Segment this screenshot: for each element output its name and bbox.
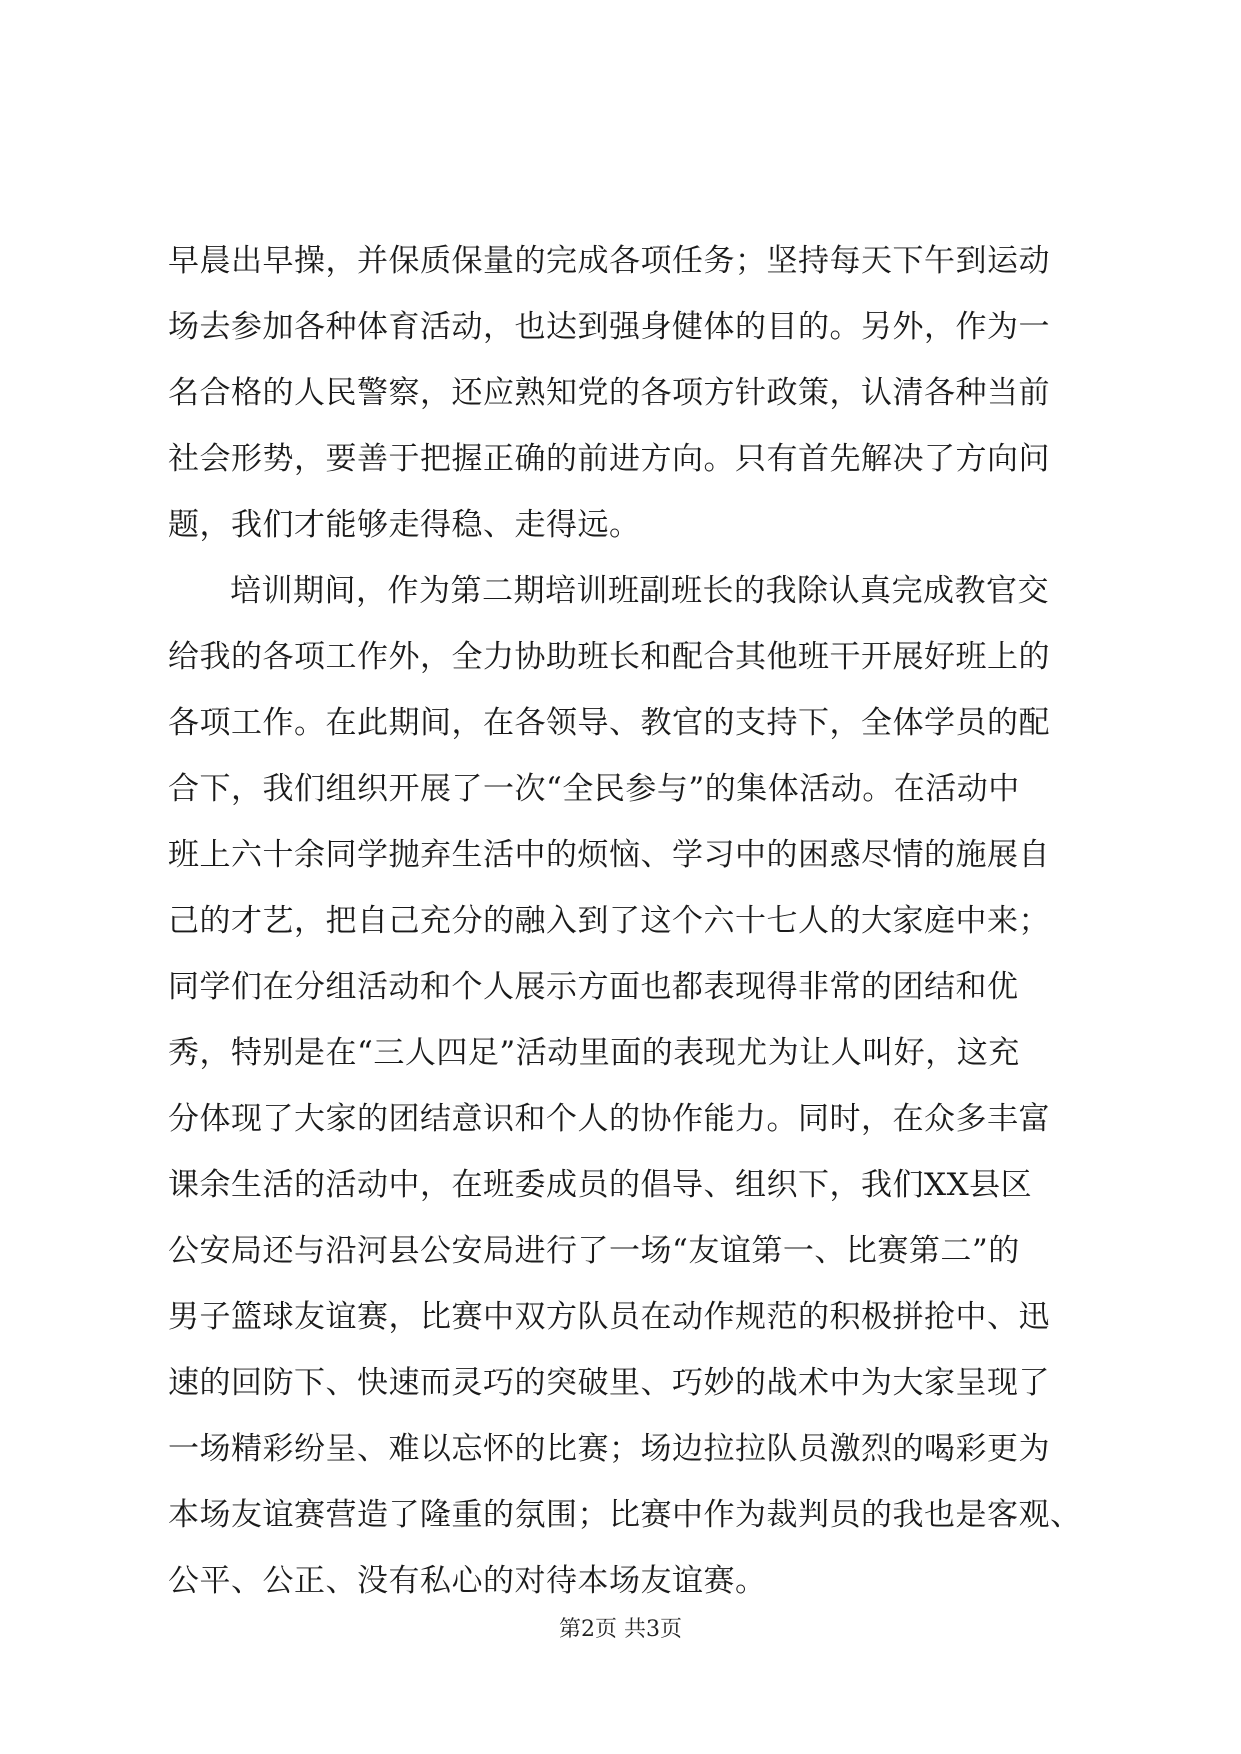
body-text [168,228,1088,1614]
paragraph-line: 本场友谊赛营造了隆重的氛围；比赛中作为裁判员的我也是客观、 [168,1497,1082,1533]
paragraph-line: 分体现了大家的团结意识和个人的协作能力。同时，在众多丰富 [168,1101,1050,1137]
paragraph-line: 合下，我们组织开展了一次“全民参与”的集体活动。在活动中 [168,771,1020,807]
paragraph-line: 名合格的人民警察，还应熟知党的各项方针政策，认清各种当前 [168,375,1050,411]
paragraph-line: 场去参加各种体育活动，也达到强身健体的目的。另外，作为一 [168,309,1050,345]
paragraph-line: 同学们在分组活动和个人展示方面也都表现得非常的团结和优 [168,969,1019,1005]
paragraph-line: 一场精彩纷呈、难以忘怀的比赛；场边拉拉队员激烈的喝彩更为 [168,1431,1050,1467]
paragraph-line: 社会形势，要善于把握正确的前进方向。只有首先解决了方向问 [168,441,1050,477]
paragraph-line: 公平、公正、没有私心的对待本场友谊赛。 [168,1563,767,1599]
page-number-footer: 第2页 共3页 [559,1617,682,1642]
paragraph-line: 己的才艺，把自己充分的融入到了这个六十七人的大家庭中来； [168,903,1050,939]
paragraph-line: 课余生活的活动中，在班委成员的倡导、组织下，我们XX县区 [168,1167,1033,1203]
paragraph-line: 公安局还与沿河县公安局进行了一场“友谊第一、比赛第二”的 [168,1233,1020,1269]
paragraph-line: 早晨出早操，并保质保量的完成各项任务；坚持每天下午到运动 [168,243,1050,279]
paragraph-line: 培训期间，作为第二期培训班副班长的我除认真完成教官交 [230,573,1049,609]
paragraph-line: 给我的各项工作外，全力协助班长和配合其他班干开展好班上的 [168,639,1050,675]
paragraph-line: 班上六十余同学抛弃生活中的烦恼、学习中的困惑尽情的施展自 [168,837,1050,873]
paragraph-line: 各项工作。在此期间，在各领导、教官的支持下，全体学员的配 [168,705,1050,741]
paragraph-line: 秀，特别是在“三人四足”活动里面的表现尤为让人叫好，这充 [168,1035,1020,1071]
paragraph-line: 题，我们才能够走得稳、走得远。 [168,507,641,543]
paragraph-line: 男子篮球友谊赛，比赛中双方队员在动作规范的积极拼抢中、迅 [168,1299,1050,1335]
paragraph-line: 速的回防下、快速而灵巧的突破里、巧妙的战术中为大家呈现了 [168,1365,1050,1401]
